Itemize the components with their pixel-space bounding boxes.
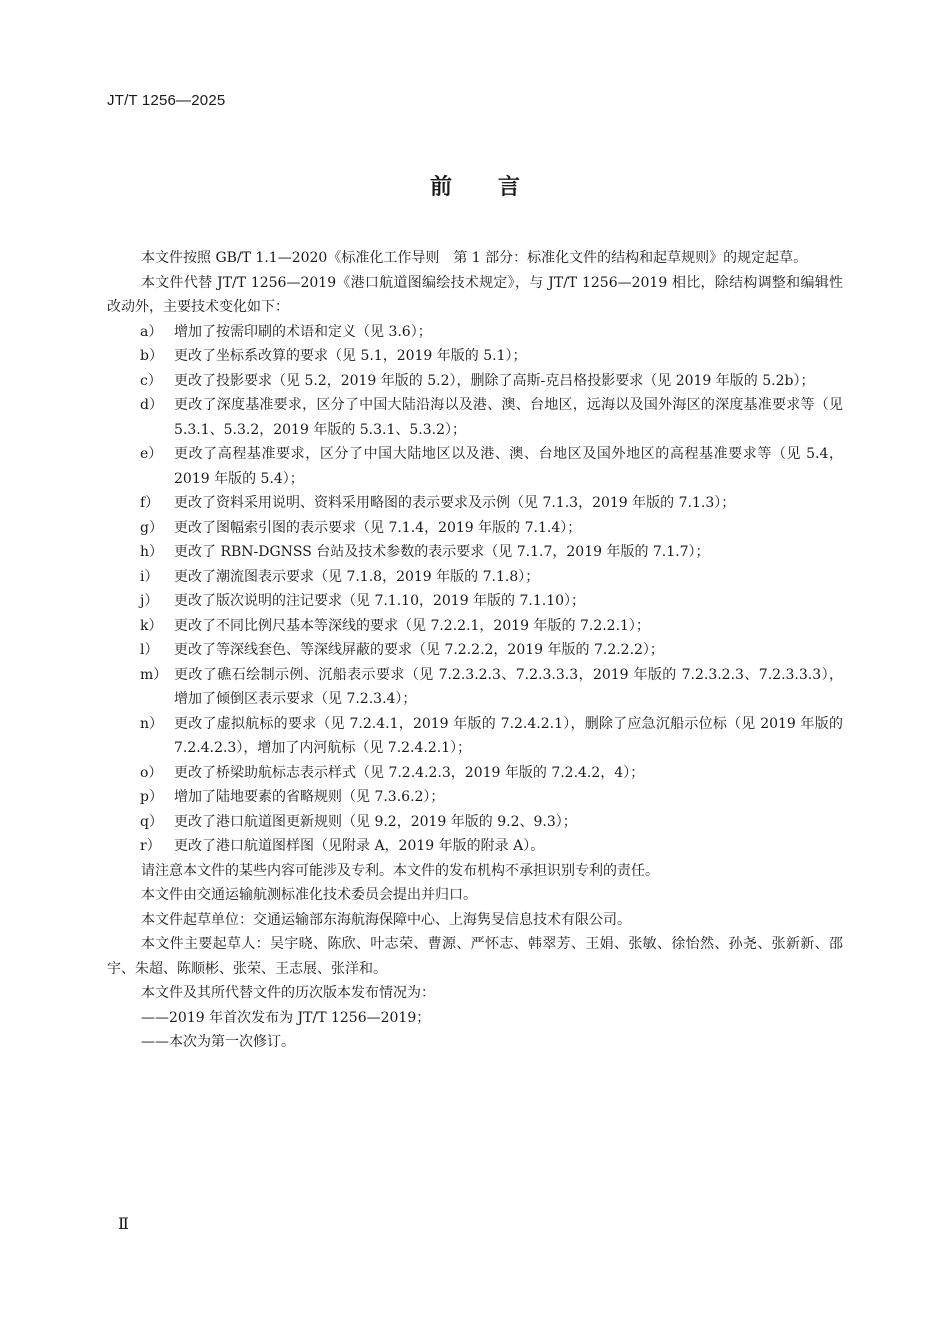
list-text: 更改了虚拟航标的要求（见 7.2.4.1，2019 年版的 7.2.4.2.1），删除了应急沉船示位标（见 2019 年版的 7.2.4.2.3），增加了内河航标（见 7.2.4.2.1）；	[174, 715, 843, 756]
drafters-paragraph: 本文件主要起草人：吴宇晓、陈欣、叶志荣、曹源、严怀志、韩翠芳、王娟、张敏、徐怡然、孙尧、张新新、邵宇、朱超、陈顺彬、张荣、王志展、张洋和。	[107, 936, 843, 977]
intro-paragraph: 本文件代替 JT/T 1256—2019《港口航道图编绘技术规定》，与 JT/T 1256—2019 相比，除结构调整和编辑性改动外，主要技术变化如下：	[107, 274, 843, 315]
list-item	[107, 369, 843, 394]
history-intro: 本文件及其所代替文件的历次版本发布情况为：	[141, 985, 435, 1001]
list-text: 更改了资料采用说明、资料采用略图的表示要求及示例（见 7.1.3，2019 年版的 7.1.3）；	[174, 495, 736, 511]
list-item	[107, 442, 843, 491]
list-label: e）	[140, 446, 163, 462]
list-item	[107, 712, 843, 761]
list-label: i）	[140, 568, 159, 585]
list-text: 更改了潮流图表示要求（见 7.1.8，2019 年版的 7.1.8）；	[174, 568, 540, 585]
list-label: b）	[140, 348, 163, 364]
list-item	[107, 785, 843, 810]
list-text: 更改了高程基准要求，区分了中国大陆地区以及港、澳、台地区及国外地区的高程基准要求等（见 5.4，2019 年版的 5.4）；	[174, 446, 843, 487]
list-label: p）	[140, 789, 163, 805]
page-number: Ⅱ	[118, 1214, 129, 1233]
page-title: 前言	[429, 175, 566, 200]
list-text: 更改了港口航道图更新规则（见 9.2，2019 年版的 9.2、9.3）；	[174, 813, 577, 830]
list-label: r）	[140, 838, 161, 854]
list-text: 更改了深度基准要求，区分了中国大陆沿海以及港、澳、台地区，远海以及国外海区的深度基准要求等（见 5.3.1、5.3.2，2019 年版的 5.3.1、5.3.2）；	[174, 397, 843, 438]
list-text: 更改了坐标系改算的要求（见 5.1，2019 年版的 5.1）；	[174, 348, 527, 364]
list-item	[107, 344, 843, 369]
list-item	[107, 810, 843, 835]
list-text: 更改了 RBN-DGNSS 台站及技术参数的表示要求（见 7.1.7，2019 年版的 7.1.7）；	[174, 544, 710, 560]
list-item	[107, 834, 843, 859]
list-label: j）	[140, 593, 159, 609]
document-code: JT/T 1256—2025	[107, 92, 226, 109]
list-text: 增加了按需印刷的术语和定义（见 3.6）；	[174, 323, 432, 340]
list-item	[107, 761, 843, 786]
list-item	[107, 638, 843, 663]
patent-notice: 请注意本文件的某些内容可能涉及专利。本文件的发布机构不承担识别专利的责任。	[141, 862, 659, 879]
list-item	[107, 565, 843, 590]
list-text: 更改了桥梁助航标志表示样式（见 7.2.4.2.3，2019 年版的 7.2.4.2，4）；	[174, 764, 645, 781]
list-label: d）	[140, 397, 163, 413]
list-label: o）	[140, 764, 163, 781]
drafting-units-paragraph: 本文件起草单位：交通运输部东海航海保障中心、上海隽旻信息技术有限公司。	[141, 911, 631, 928]
history-item: ——2019 年首次发布为 JT/T 1256—2019；	[141, 1009, 431, 1026]
list-label: m）	[140, 666, 168, 683]
list-label: a）	[140, 323, 163, 340]
list-item	[107, 589, 843, 614]
list-label: n）	[140, 715, 164, 732]
list-item	[107, 540, 843, 565]
list-text: 更改了等深线套色、等深线屏蔽的要求（见 7.2.2.2，2019 年版的 7.2.2.2）；	[174, 642, 664, 658]
list-item	[107, 393, 843, 442]
list-item	[107, 491, 843, 516]
list-label: c）	[140, 372, 162, 389]
history-item: ——本次为第一次修订。	[141, 1034, 295, 1050]
list-label: q）	[140, 813, 163, 830]
list-label: l）	[140, 642, 159, 658]
intro-paragraph: 本文件按照 GB/T 1.1—2020《标准化工作导则 第 1 部分：标准化文件的结构和起草规则》的规定起草。	[141, 250, 808, 266]
list-text: 更改了港口航道图样图（见附录 A，2019 年版的附录 A）。	[174, 838, 545, 854]
list-text: 更改了投影要求（见 5.2，2019 年版的 5.2），删除了高斯-克吕格投影要求（见 2019 年版的 5.2b）；	[174, 372, 815, 389]
list-item	[107, 320, 843, 345]
list-item	[107, 516, 843, 541]
list-label: f）	[140, 495, 160, 511]
list-text: 更改了不同比例尺基本等深线的要求（见 7.2.2.1，2019 年版的 7.2.2.1）；	[174, 617, 650, 634]
list-text: 更改了礁石绘制示例、沉船表示要求（见 7.2.3.2.3、7.2.3.3.3，2019 年版的 7.2.3.2.3、7.2.3.3.3），增加了倾倒区表示要求（见 7.2.3.4）；	[174, 666, 843, 707]
list-label: k）	[140, 617, 163, 634]
list-label: g）	[140, 519, 163, 536]
proposer-paragraph: 本文件由交通运输航测标准化技术委员会提出并归口。	[141, 887, 477, 903]
list-text: 更改了版次说明的注记要求（见 7.1.10，2019 年版的 7.1.10）；	[174, 593, 586, 609]
document-body	[107, 246, 843, 1055]
list-item	[107, 663, 843, 712]
change-list	[107, 320, 843, 859]
list-label: h）	[140, 544, 164, 560]
list-text: 更改了图幅索引图的表示要求（见 7.1.4，2019 年版的 7.1.4）；	[174, 519, 582, 536]
list-item	[107, 614, 843, 639]
list-text: 增加了陆地要素的省略规则（见 7.3.6.2）；	[174, 789, 445, 805]
